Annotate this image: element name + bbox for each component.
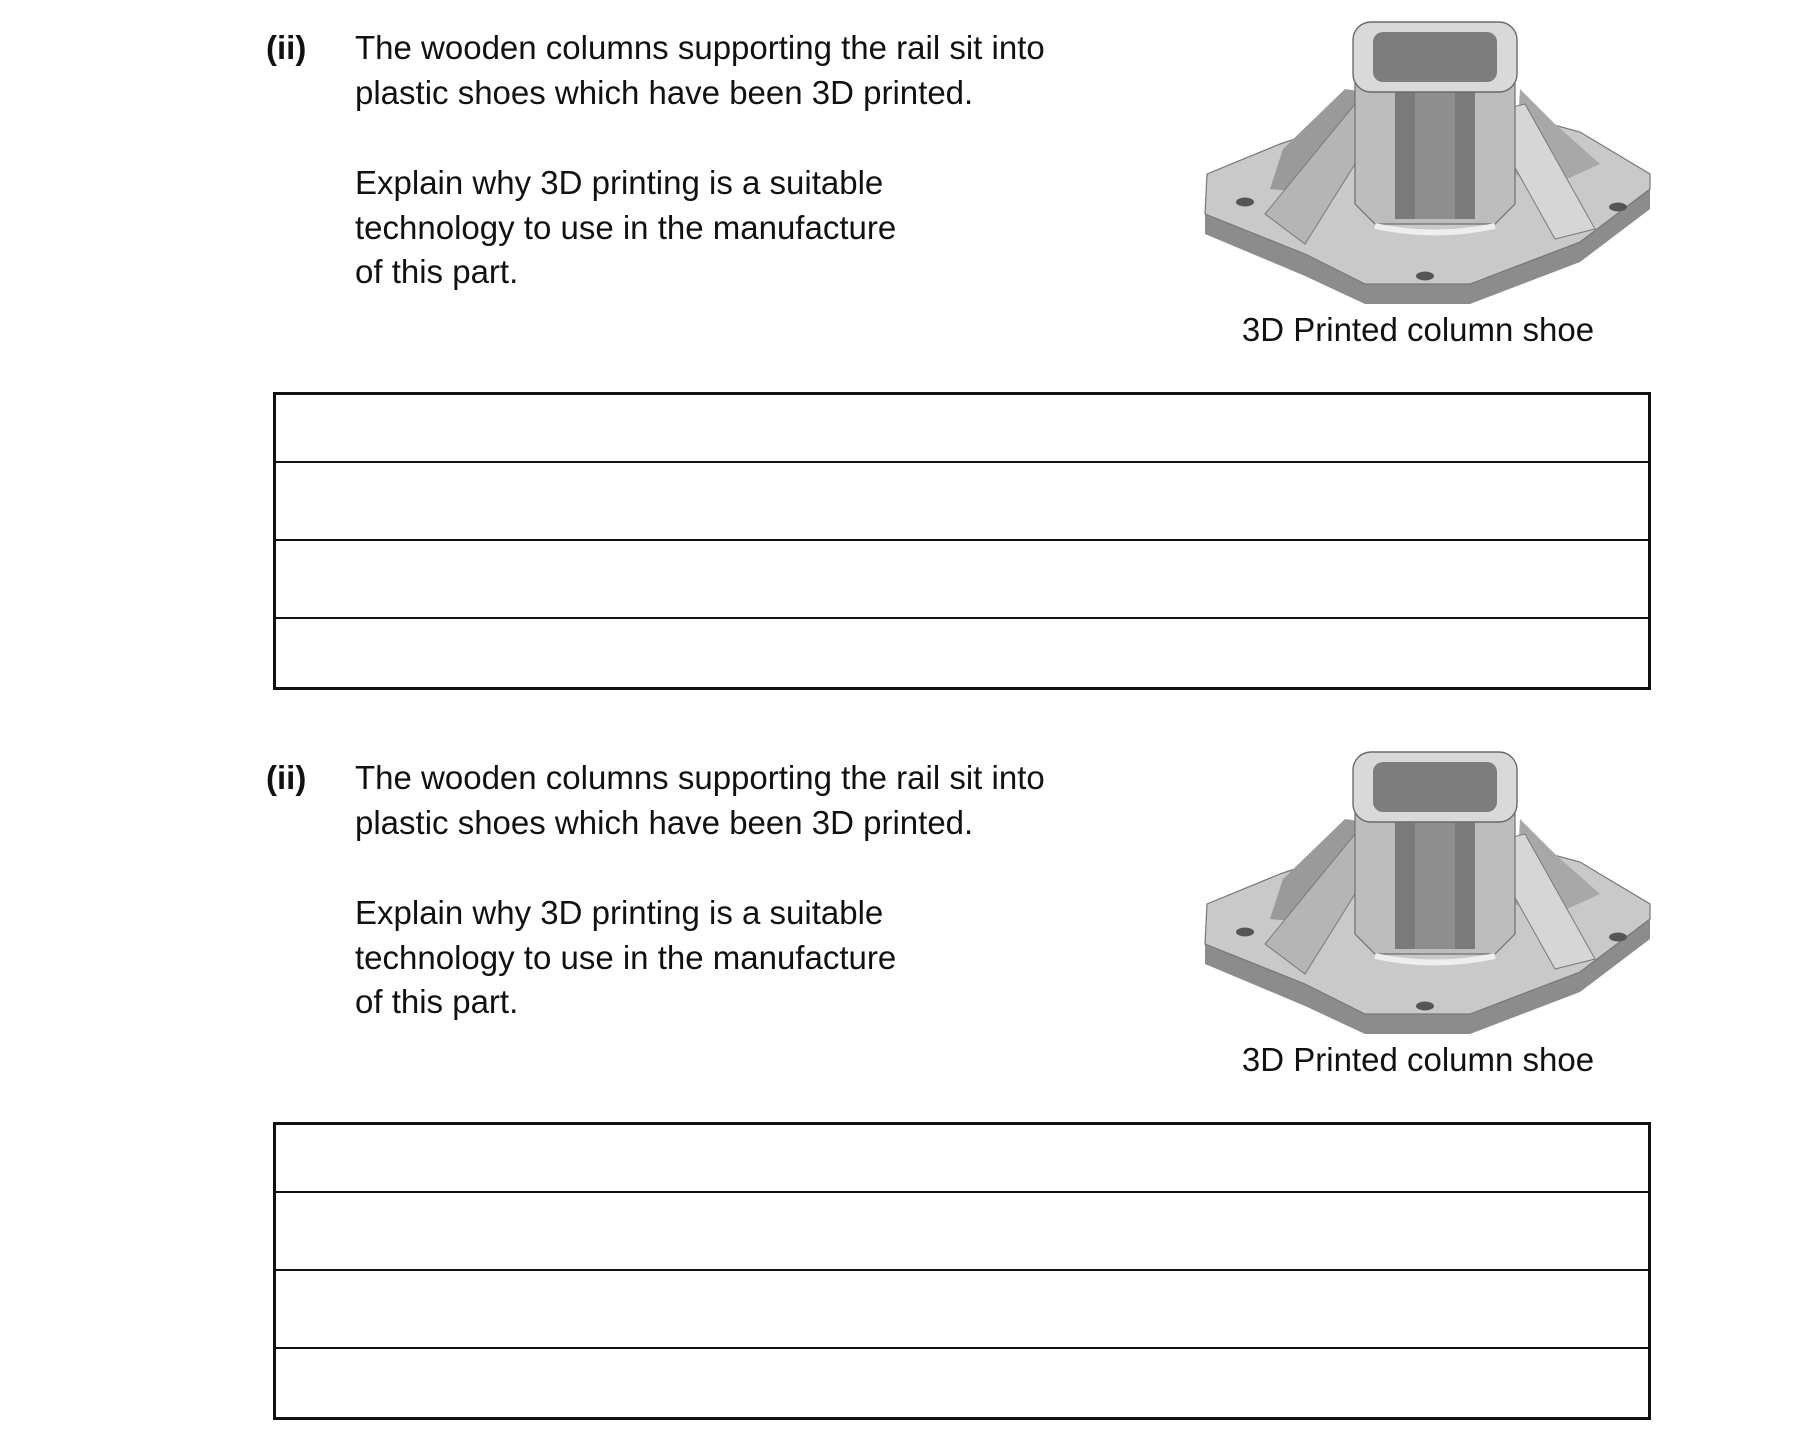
answer-line <box>276 1347 1648 1349</box>
answer-line <box>276 539 1648 541</box>
answer-line <box>276 1191 1648 1193</box>
answer-box[interactable] <box>273 392 1651 690</box>
instruction-text-line: of this part. <box>355 253 519 290</box>
answer-box[interactable] <box>273 1122 1651 1420</box>
question-text <box>355 756 1115 1025</box>
column-shoe-icon <box>1195 744 1655 1034</box>
column-shoe-illustration <box>1195 14 1675 354</box>
answer-line <box>276 1269 1648 1271</box>
instruction-text-line: technology to use in the manufacture <box>355 208 897 246</box>
instruction-text-line: technology to use in the manufacture <box>355 938 897 976</box>
question-text-line: plastic shoes which have been 3D printed. <box>355 803 974 841</box>
figure-caption: 3D Printed column shoe <box>1241 1041 1595 1078</box>
column-shoe-icon <box>1195 14 1655 304</box>
question-number: (ii) <box>266 29 307 66</box>
question-number: (ii) <box>266 759 307 796</box>
instruction-text-line: Explain why 3D printing is a suitable <box>355 894 884 931</box>
question-block-2 <box>0 730 1818 1430</box>
question-text-line: plastic shoes which have been 3D printed. <box>355 73 974 111</box>
column-shoe-illustration <box>1195 744 1675 1084</box>
instruction-text-line: Explain why 3D printing is a suitable <box>355 164 884 201</box>
figure-caption: 3D Printed column shoe <box>1241 311 1595 348</box>
answer-line <box>276 617 1648 619</box>
question-block-1 <box>0 0 1818 700</box>
answer-line <box>276 461 1648 463</box>
instruction-text-line: of this part. <box>355 983 519 1020</box>
question-text-line: The wooden columns supporting the rail sit into <box>355 29 1045 66</box>
question-text-line: The wooden columns supporting the rail sit into <box>355 759 1045 796</box>
question-text <box>355 26 1115 295</box>
